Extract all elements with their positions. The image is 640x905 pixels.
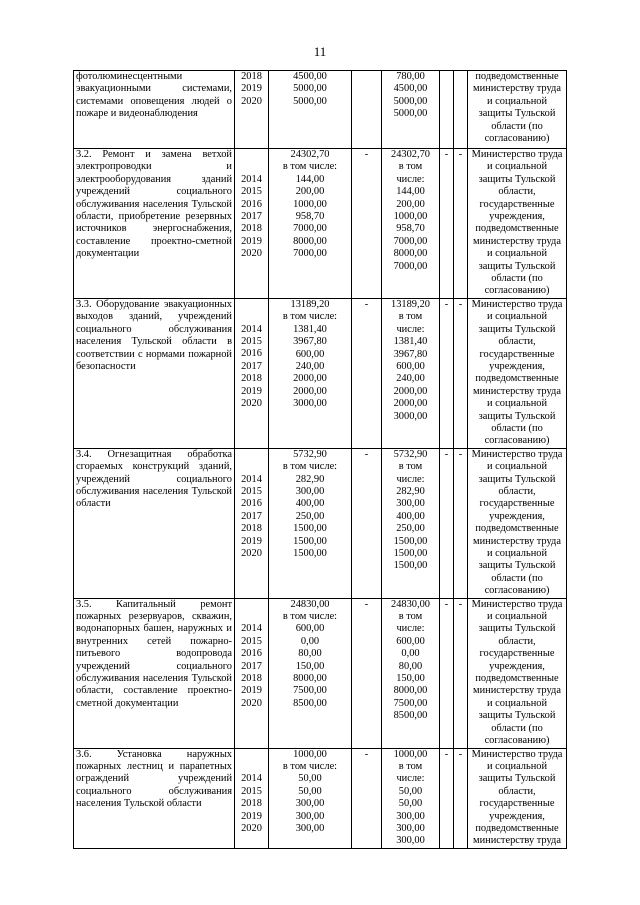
amount: 8500,00 (393, 710, 428, 722)
year: 2017 (241, 510, 262, 522)
amount: 8000,00 (393, 685, 428, 697)
amount: 958,70 (295, 211, 325, 223)
year: 2017 (241, 660, 262, 672)
amount: 8000,00 (293, 235, 327, 247)
total-cell (269, 71, 352, 149)
amount: 4500,00 (293, 71, 327, 82)
amount: 5732,90 (293, 448, 327, 460)
year: 2017 (241, 211, 262, 222)
total-cell (269, 298, 352, 448)
other-sources-cell: - (454, 598, 468, 748)
amount: 400,00 (396, 510, 425, 522)
amount: в том числе: (282, 161, 338, 173)
regional-cell (382, 598, 440, 748)
amount: 1381,40 (393, 336, 428, 348)
amount: 1500,00 (393, 560, 428, 572)
year: 2015 (241, 186, 262, 198)
years-cell (235, 748, 269, 848)
total-cell (269, 748, 352, 848)
other-sources-cell: - (454, 448, 468, 598)
amount: 1500,00 (393, 548, 428, 559)
amount: 4500,00 (393, 83, 428, 95)
years-cell (235, 149, 269, 299)
year: 2020 (241, 95, 262, 107)
year: 2020 (241, 398, 262, 410)
activity-name: 3.5. Капитальный ремонт пожарных резервуаров, скважин, водонапорных башен, наружных и внутренних сетей пожарно-питьевого водопровода учреждений социального обслуживания населения Тульской области, составление проектно-сметной документации (74, 598, 235, 748)
amount: в том (398, 161, 423, 173)
amount: 1000,00 (293, 198, 327, 210)
executor-cell: Министерство труда и социальной защиты Тульской области, государственные учреждения, подведомственные министерству труда и социальной защиты Тульской области (по согласованию) (468, 448, 567, 598)
total-cell (269, 149, 352, 299)
amount: 24302,70 (391, 149, 430, 160)
executor-cell: Министерство труда и социальной защиты Тульской области, государственные учреждения, подведомственные министерству труда и социальной защиты Тульской области (по согласованию) (468, 598, 567, 748)
amount: 13189,20 (290, 298, 330, 310)
amount: 8000,00 (293, 673, 327, 685)
year: 2019 (241, 83, 262, 95)
amount: 2000,00 (393, 398, 428, 410)
year: 2015 (241, 485, 262, 497)
amount: 2000,00 (293, 385, 327, 397)
amount: числе: (396, 173, 425, 185)
local-cell: - (440, 149, 454, 299)
executor-cell: Министерство труда и социальной защиты Тульской области, государственные учреждения, подведомственные министерству труда и социальной защиты Тульской области (по согласованию) (468, 149, 567, 299)
amount: 400,00 (295, 498, 325, 510)
amount: 80,00 (298, 648, 322, 660)
other-sources-cell: - (454, 149, 468, 299)
year: 2018 (241, 71, 262, 82)
amount: 50,00 (298, 785, 322, 797)
amount: 8000,00 (393, 248, 428, 260)
table-row (74, 298, 567, 448)
amount: 8500,00 (293, 697, 327, 709)
page-number: 11 (313, 44, 327, 59)
amount: 958,70 (396, 223, 425, 235)
year: 2020 (241, 697, 262, 709)
amount: 282,90 (295, 473, 325, 485)
year: 2016 (241, 498, 262, 510)
amount: 7000,00 (293, 223, 327, 235)
amount: 0,00 (300, 635, 320, 647)
amount: 250,00 (295, 510, 325, 522)
amount: 600,00 (396, 635, 425, 647)
amount: 7500,00 (393, 697, 428, 709)
local-cell: - (440, 448, 454, 598)
amount: 7500,00 (293, 685, 327, 697)
year: 2019 (241, 235, 262, 247)
year: 2014 (241, 323, 262, 335)
federal-cell: - (352, 149, 382, 299)
amount: 1500,00 (293, 535, 327, 547)
amount: 2000,00 (393, 385, 428, 397)
amount: 780,00 (396, 71, 425, 82)
amount: 144,00 (396, 186, 425, 198)
year: 2020 (241, 547, 262, 559)
regional-cell (382, 298, 440, 448)
year: 2015 (241, 336, 262, 348)
amount: 24830,00 (290, 598, 330, 610)
amount: 600,00 (295, 623, 325, 635)
amount: 150,00 (295, 660, 325, 672)
year: 2014 (241, 773, 262, 785)
year: 2014 (241, 473, 262, 485)
year: 2016 (241, 348, 262, 360)
table-row (74, 71, 567, 149)
amount: 600,00 (396, 360, 425, 372)
table-row (74, 598, 567, 748)
year: 2018 (241, 523, 262, 535)
regional-cell (382, 748, 440, 848)
executor-cell: Министерство труда и социальной защиты Тульской области, государственные учреждения, подведомственные министерству труда и социальной защиты Тульской области (по согласованию) (468, 298, 567, 448)
amount: в том числе: (282, 311, 338, 323)
year: 2018 (241, 798, 262, 810)
amount: 300,00 (396, 822, 425, 834)
federal-cell: - (352, 448, 382, 598)
local-cell: - (440, 298, 454, 448)
executor-cell: подведомственные министерству труда и социальной защиты Тульской области (по согласованию) (468, 71, 567, 149)
table-row (74, 149, 567, 299)
amount: в том (398, 611, 423, 623)
amount: 1000,00 (293, 748, 327, 760)
amount: 240,00 (295, 360, 325, 372)
amount: 5000,00 (293, 95, 327, 107)
table-row (74, 448, 567, 598)
amount: 50,00 (398, 785, 423, 797)
amount: 1500,00 (393, 535, 428, 547)
other-sources-cell (454, 71, 468, 149)
amount: 5000,00 (393, 95, 428, 107)
year: 2019 (241, 385, 262, 397)
activity-name: 3.3. Оборудование эвакуационных выходов зданий, учреждений социального обслуживания населения Тульской области в соответствии с нормами пожарной безопасности (74, 298, 235, 448)
years-cell (235, 298, 269, 448)
amount: 7000,00 (393, 260, 428, 272)
amount: 144,00 (295, 173, 325, 185)
other-sources-cell: - (454, 298, 468, 448)
year: 2018 (241, 373, 262, 385)
activity-name: 3.6. Установка наружных пожарных лестниц и парапетных ограждений учреждений социального обслуживания населения Тульской области (74, 748, 235, 848)
amount: 300,00 (295, 822, 325, 834)
amount: 300,00 (396, 810, 425, 822)
regional-cell (382, 149, 440, 299)
executor-cell: Министерство труда и социальной защиты Тульской области, государственные учреждения, подведомственные министерству труда (468, 748, 567, 848)
amount: 300,00 (396, 498, 425, 510)
local-cell: - (440, 748, 454, 848)
amount: числе: (396, 773, 425, 785)
year: 2016 (241, 648, 262, 660)
year: 2015 (241, 635, 262, 647)
amount: 1000,00 (393, 211, 428, 223)
year: 2014 (241, 173, 262, 185)
amount: в том числе: (282, 611, 338, 623)
year: 2020 (241, 248, 262, 260)
years-cell (235, 448, 269, 598)
amount: 0,00 (401, 648, 420, 660)
total-cell (269, 448, 352, 598)
year: 2019 (241, 685, 262, 697)
amount: в том числе: (282, 461, 338, 473)
amount: в том (398, 461, 423, 473)
amount: 1381,40 (293, 323, 327, 335)
amount: числе: (396, 473, 425, 485)
year: 2014 (241, 623, 262, 635)
year: 2018 (241, 673, 262, 685)
year: 2015 (241, 785, 262, 797)
amount: 600,00 (295, 348, 325, 360)
activity-name: фотолюминесцентными эвакуационными системами, системами оповещения людей о пожаре и видеонаблюдения (74, 71, 235, 149)
table-row (74, 748, 567, 848)
amount: 3967,80 (393, 348, 428, 360)
amount: 5000,00 (293, 83, 327, 95)
amount: 300,00 (295, 810, 325, 822)
amount: 300,00 (295, 798, 325, 810)
amount: 7000,00 (293, 248, 327, 260)
regional-cell (382, 71, 440, 149)
amount: 200,00 (396, 198, 425, 210)
year: 2017 (241, 360, 262, 372)
amount: 1000,00 (393, 748, 428, 760)
amount: 300,00 (295, 485, 325, 497)
amount: 13189,20 (391, 298, 430, 310)
amount: 80,00 (398, 660, 423, 672)
federal-cell: - (352, 298, 382, 448)
amount: 2000,00 (293, 373, 327, 385)
local-cell: - (440, 598, 454, 748)
amount: 1500,00 (293, 523, 327, 535)
amount: 200,00 (295, 186, 325, 198)
amount: 282,90 (396, 485, 425, 497)
amount: числе: (396, 323, 425, 335)
years-cell (235, 71, 269, 149)
amount: 50,00 (398, 798, 423, 810)
amount: 150,00 (396, 673, 425, 685)
amount: 1500,00 (293, 548, 327, 559)
amount: 3000,00 (393, 410, 428, 422)
years-cell (235, 598, 269, 748)
amount: 24830,00 (391, 598, 430, 610)
amount: 50,00 (298, 773, 322, 785)
amount: в том (398, 760, 423, 772)
amount: в том (398, 311, 423, 323)
amount: 24302,70 (290, 149, 330, 160)
amount: 300,00 (396, 835, 425, 847)
regional-cell (382, 448, 440, 598)
total-cell (269, 598, 352, 748)
amount: в том числе: (282, 760, 338, 772)
amount: 3967,80 (293, 336, 327, 348)
amount: 7000,00 (393, 235, 428, 247)
federal-cell: - (352, 598, 382, 748)
local-cell (440, 71, 454, 149)
year: 2016 (241, 198, 262, 210)
amount: 5000,00 (393, 108, 428, 120)
amount: 250,00 (396, 523, 425, 535)
amount: 3000,00 (293, 398, 327, 410)
other-sources-cell: - (454, 748, 468, 848)
year: 2018 (241, 223, 262, 235)
amount: 5732,90 (393, 448, 428, 460)
federal-cell (352, 71, 382, 149)
year: 2020 (241, 822, 262, 834)
activity-name: 3.4. Огнезащитная обработка сгораемых конструкций зданий, учреждений социального обслуживания населения Тульской области (74, 448, 235, 598)
federal-cell: - (352, 748, 382, 848)
year: 2019 (241, 535, 262, 547)
year: 2019 (241, 810, 262, 822)
program-activities-table (73, 70, 567, 849)
activity-name: 3.2. Ремонт и замена ветхой электропроводки и электрооборудования зданий учреждений социального обслуживания населения Тульской области, приобретение резервных источников энергоснабжения, составление проектно-сметной документации (74, 149, 235, 299)
amount: числе: (396, 623, 425, 635)
amount: 240,00 (396, 373, 425, 385)
